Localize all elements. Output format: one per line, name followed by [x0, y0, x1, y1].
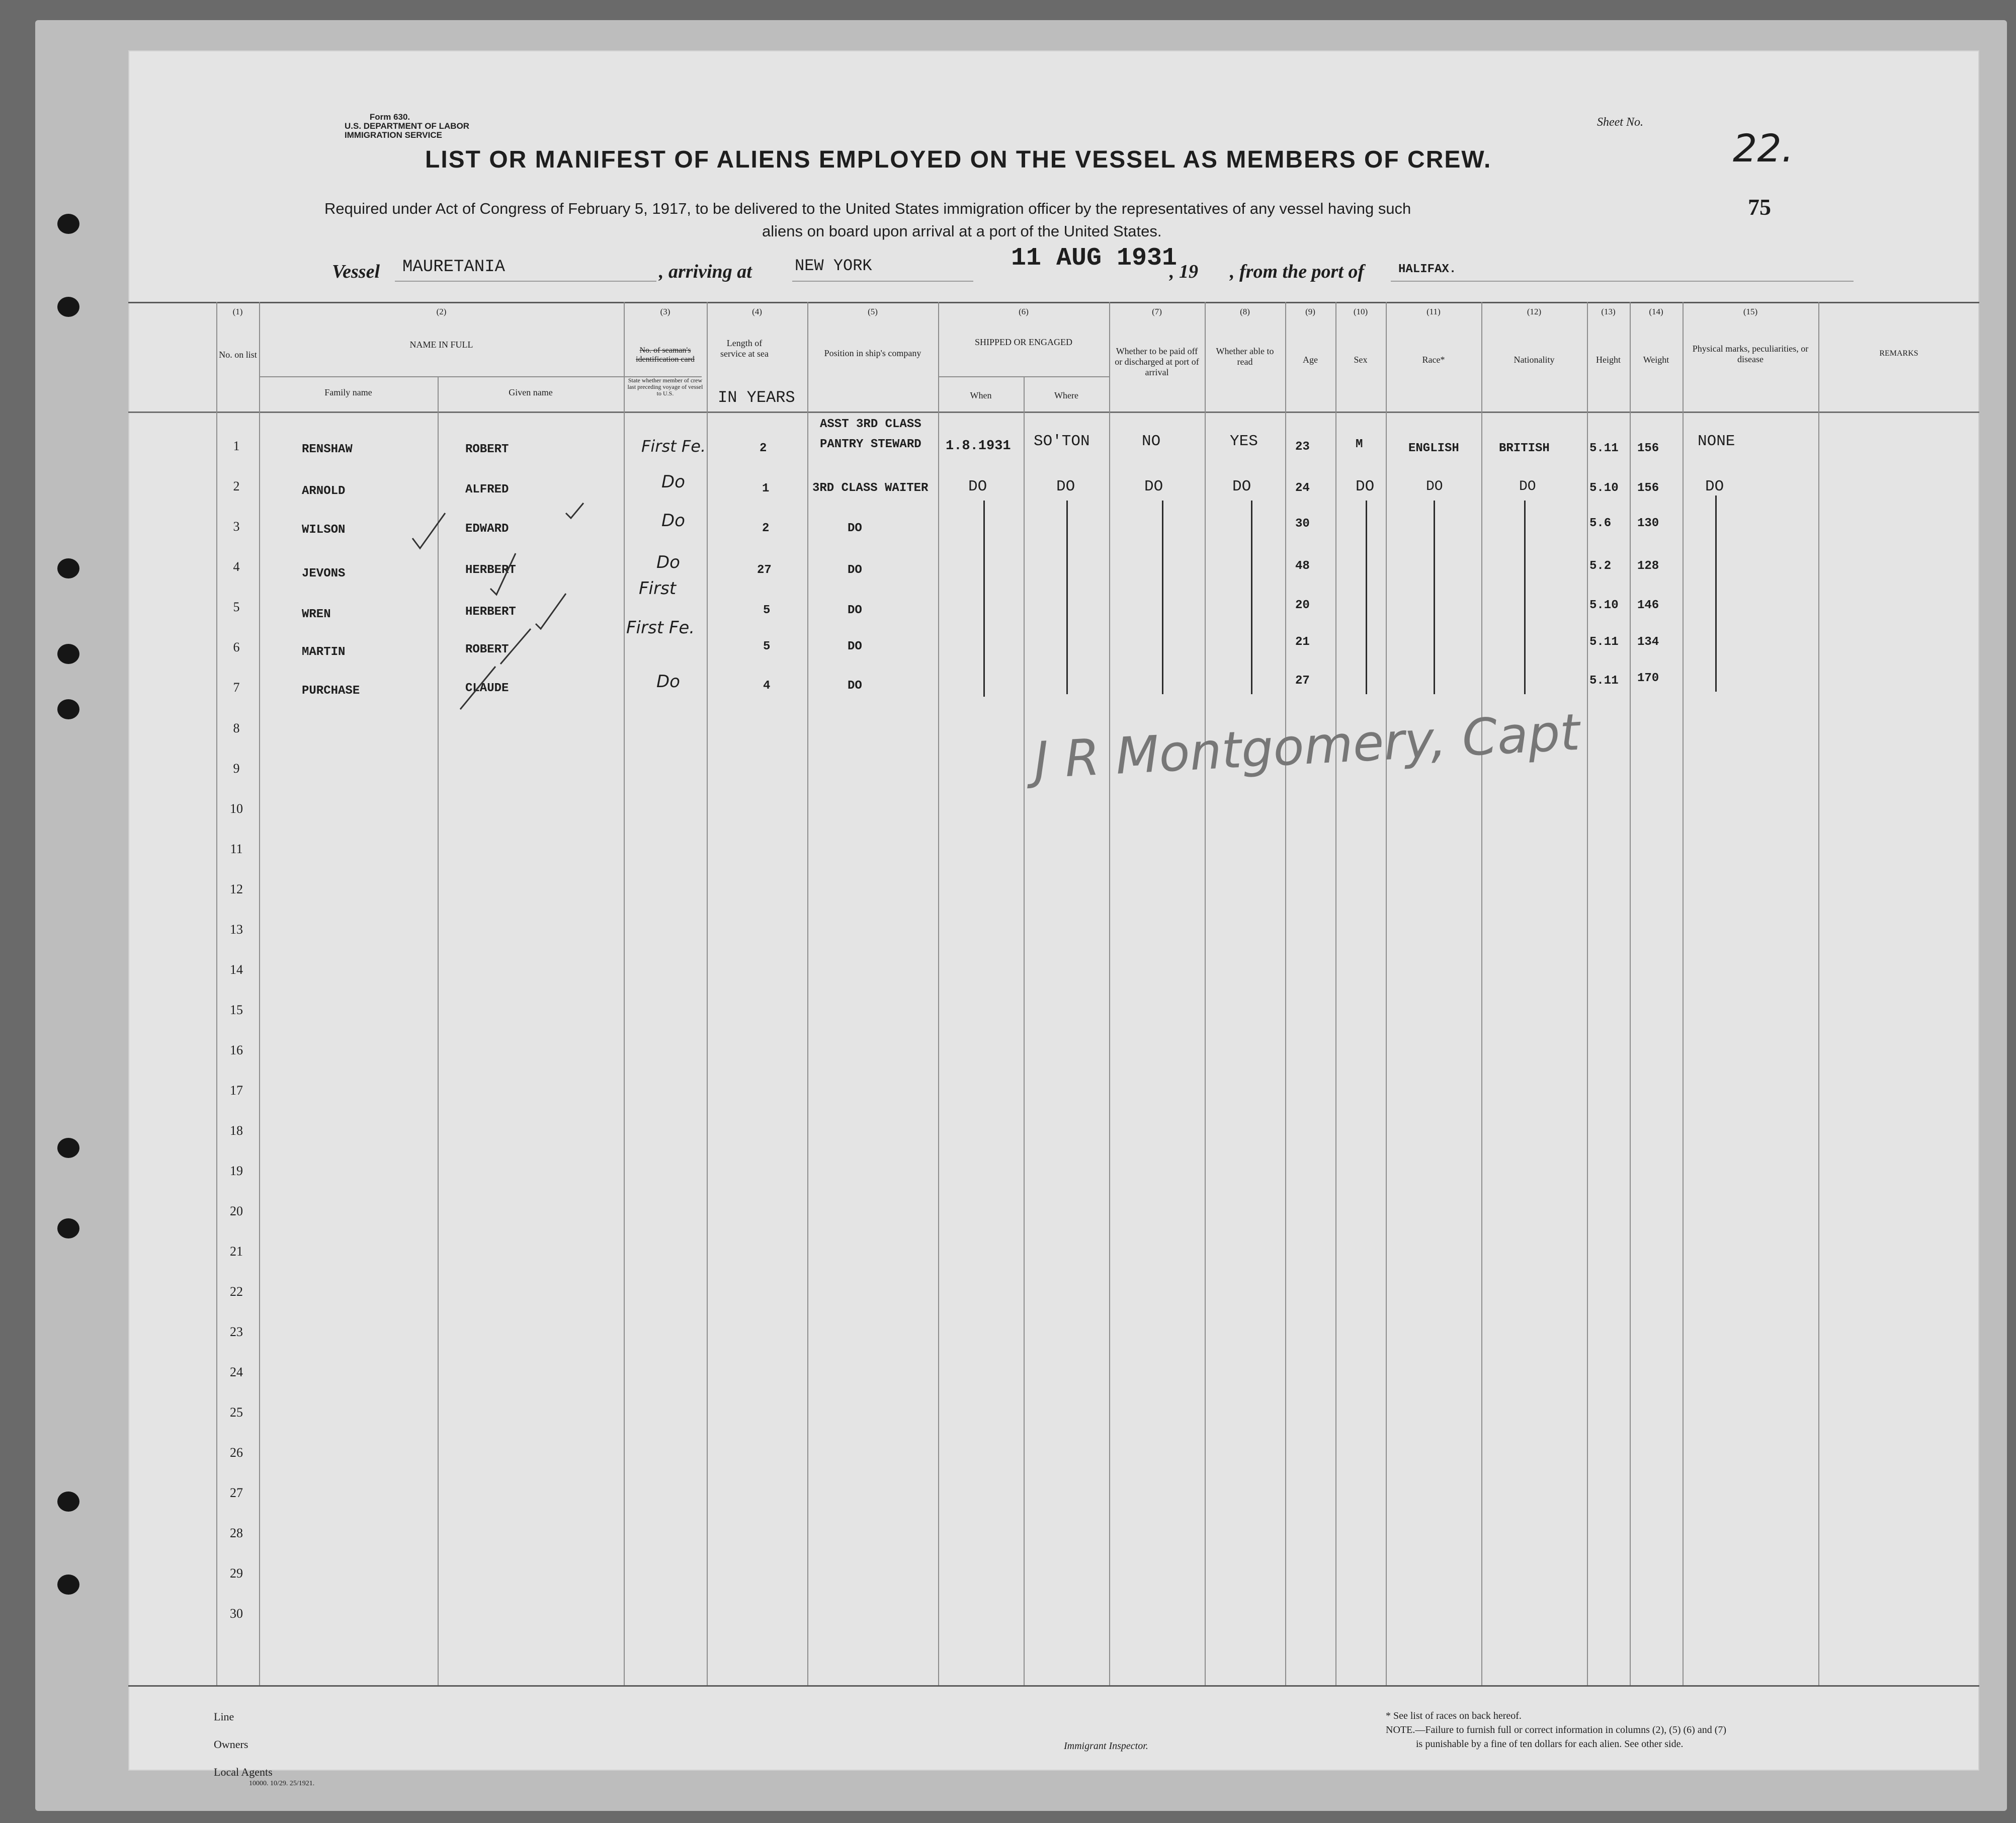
- manifest-sheet: [128, 50, 1979, 1787]
- family-name: MARTIN: [302, 645, 346, 659]
- from-port: HALIFAX.: [1398, 263, 1457, 276]
- header-nationality: Nationality: [1514, 355, 1555, 365]
- row-number: 4: [233, 559, 240, 574]
- shipped-where: SO'TON: [1034, 433, 1090, 450]
- row-number: 24: [230, 1365, 243, 1379]
- sheet-label: Sheet No.: [1597, 116, 1643, 129]
- binder-hole: [57, 1138, 79, 1158]
- ditto-line: [1251, 501, 1252, 694]
- row-number: 19: [230, 1164, 243, 1178]
- binder-hole: [57, 297, 79, 317]
- row-number: 3: [233, 519, 240, 534]
- form-header: [345, 112, 470, 140]
- service-years: 5: [763, 604, 771, 617]
- table-top-rule: [128, 302, 1979, 303]
- footer-owners-label: Owners: [214, 1738, 248, 1751]
- previous-voyage: Do: [656, 672, 680, 692]
- column-number: (9): [1305, 307, 1315, 316]
- position: DO: [848, 640, 862, 653]
- col-rule: [938, 302, 939, 1685]
- family-name: WREN: [302, 608, 331, 621]
- row-number: 2: [233, 479, 240, 493]
- given-name: HERBERT: [465, 605, 516, 619]
- row-number: 23: [230, 1324, 243, 1339]
- weight: 130: [1637, 517, 1659, 530]
- column-number: (13): [1601, 307, 1616, 316]
- age: 27: [1295, 674, 1310, 688]
- row-number: 26: [230, 1445, 243, 1460]
- sex: M: [1356, 438, 1363, 451]
- column-number: (15): [1743, 307, 1758, 316]
- header-paid-off: Whether to be paid off or discharged at port of arrival: [1115, 346, 1199, 377]
- vessel-underline: [395, 281, 656, 282]
- ditto-line: [1434, 501, 1435, 694]
- penalty-note-2: is punishable by a fine of ten dollars for each alien. See other side.: [1416, 1738, 1684, 1750]
- header-family-name: Family name: [324, 387, 372, 397]
- length-unit-stamp: IN YEARS: [718, 388, 795, 407]
- header-position: Position in ship's company: [824, 348, 921, 358]
- row-number: 29: [230, 1566, 243, 1581]
- row-number: 20: [230, 1204, 243, 1218]
- previous-voyage: Do: [661, 511, 685, 531]
- row-number: 30: [230, 1606, 243, 1621]
- position: 3RD CLASS WAITER: [812, 481, 929, 495]
- col-rule: [216, 302, 217, 1685]
- row-number: 15: [230, 1003, 243, 1017]
- col-rule: [1818, 302, 1819, 1685]
- arriving-label: , arriving at: [659, 261, 752, 282]
- binder-hole: [57, 1575, 79, 1595]
- given-name: ROBERT: [465, 443, 509, 456]
- row-number: 22: [230, 1284, 243, 1299]
- row-number: 16: [230, 1043, 243, 1057]
- header-able-read: Whether able to read: [1216, 346, 1274, 367]
- column-number: (7): [1152, 307, 1162, 316]
- service-name: IMMIGRATION SERVICE: [345, 130, 442, 140]
- row-number: 28: [230, 1526, 243, 1540]
- ditto-line: [1162, 501, 1163, 694]
- from-port-underline: [1391, 281, 1854, 282]
- header-age: Age: [1303, 355, 1318, 365]
- ditto-line: [1715, 495, 1717, 692]
- header-weight: Weight: [1643, 355, 1669, 365]
- column-number: (2): [436, 307, 447, 316]
- nationality: DO: [1519, 479, 1536, 494]
- height: 5.6: [1589, 517, 1612, 530]
- subtitle-line-1: Required under Act of Congress of February 5, 1917, to be delivered to the United States immigration officer by the representatives of any vessel having such: [324, 200, 1411, 217]
- column-number: (8): [1240, 307, 1250, 316]
- sheet-number: 22.: [1733, 126, 1794, 171]
- paid-off: NO: [1142, 433, 1161, 450]
- age: 30: [1295, 517, 1310, 531]
- arrival-date-stamp: 11 AUG 1931: [1011, 244, 1178, 273]
- col-rule: [1481, 302, 1482, 1685]
- shipped-where: DO: [1056, 478, 1075, 495]
- col-rule: [707, 302, 708, 1685]
- header-seaman-id-note: State whether member of crew last preceding voyage of vessel to U.S.: [627, 377, 703, 397]
- row-number: 10: [230, 801, 243, 816]
- row-number: 21: [230, 1244, 243, 1259]
- binder-hole: [57, 214, 79, 234]
- vessel-name: MAURETANIA: [402, 258, 506, 277]
- form-number: Form 630.: [369, 112, 410, 122]
- ditto-line: [983, 501, 985, 697]
- column-number: (14): [1649, 307, 1663, 316]
- family-name: WILSON: [302, 523, 346, 537]
- given-name: HERBERT: [465, 563, 516, 577]
- service-years: 2: [762, 522, 770, 535]
- subtitle-line-2: aliens on board upon arrival at a port of the United States.: [762, 222, 1162, 240]
- header-sex: Sex: [1354, 355, 1368, 365]
- footer-print-code: 10000. 10/29. 25/1921.: [249, 1780, 315, 1787]
- row-number: 27: [230, 1485, 243, 1500]
- given-name: CLAUDE: [465, 682, 509, 695]
- shipped-when: DO: [968, 478, 987, 495]
- row-number: 9: [233, 761, 240, 776]
- check-marks: [390, 463, 702, 714]
- col-rule: [1285, 302, 1286, 1685]
- able-to-read: YES: [1230, 433, 1258, 450]
- family-name: PURCHASE: [302, 684, 360, 698]
- height: 5.10: [1589, 599, 1619, 612]
- col-rule: [1335, 302, 1336, 1685]
- footer-line-label: Line: [214, 1710, 234, 1723]
- previous-voyage: Do: [661, 472, 685, 492]
- height: 5.11: [1589, 674, 1619, 688]
- row-number: 25: [230, 1405, 243, 1420]
- ditto-line: [1066, 501, 1068, 694]
- ditto-line: [1366, 501, 1367, 694]
- header-name-in-full: NAME IN FULL: [409, 340, 473, 350]
- height: 5.10: [1589, 481, 1619, 495]
- col-rule: [1205, 302, 1206, 1685]
- age: 21: [1295, 635, 1310, 649]
- height: 5.11: [1589, 635, 1619, 649]
- header-height: Height: [1596, 355, 1621, 365]
- race: DO: [1426, 479, 1443, 494]
- from-port-label: , from the port of: [1230, 261, 1365, 282]
- column-number: (6): [1019, 307, 1029, 316]
- page-title: LIST OR MANIFEST OF ALIENS EMPLOYED ON THE VESSEL AS MEMBERS OF CREW.: [425, 146, 1492, 173]
- position: DO: [848, 679, 862, 693]
- col-rule: [259, 302, 260, 1685]
- col-rule: [1109, 302, 1110, 1685]
- binder-hole: [57, 699, 79, 719]
- year-label: , 19: [1169, 261, 1198, 282]
- penalty-note-1: NOTE.—Failure to furnish full or correct information in columns (2), (5) (6) and (7): [1386, 1724, 1727, 1735]
- ditto-line: [1524, 501, 1526, 694]
- header-when: When: [970, 390, 992, 400]
- binder-hole: [57, 1491, 79, 1512]
- page-number: 75: [1748, 194, 1771, 220]
- service-years: 5: [763, 640, 771, 653]
- physical-marks: NONE: [1698, 433, 1735, 450]
- column-number: (10): [1353, 307, 1368, 316]
- column-number: (5): [868, 307, 878, 316]
- age: 24: [1295, 481, 1310, 495]
- row-number: 17: [230, 1083, 243, 1098]
- row-number: 7: [233, 680, 240, 695]
- row-number: 6: [233, 640, 240, 654]
- column-number: (3): [660, 307, 670, 316]
- shipped-when: 1.8.1931: [946, 439, 1011, 454]
- nationality: BRITISH: [1499, 442, 1550, 455]
- header-remarks: REMARKS: [1879, 349, 1918, 358]
- position: DO: [848, 522, 862, 535]
- arriving-underline: [792, 281, 973, 282]
- family-name: RENSHAW: [302, 443, 353, 456]
- header-where: Where: [1054, 390, 1078, 400]
- row-number: 18: [230, 1123, 243, 1138]
- family-name: JEVONS: [302, 567, 346, 581]
- position: PANTRY STEWARD: [820, 438, 921, 451]
- header-length-service: Length of service at sea: [720, 338, 769, 359]
- col-rule: [1683, 302, 1684, 1685]
- given-name: ROBERT: [465, 643, 509, 656]
- row-number: 1: [233, 439, 240, 453]
- height: 5.11: [1589, 442, 1619, 455]
- position: DO: [848, 604, 862, 617]
- weight: 156: [1637, 442, 1659, 455]
- header-given-name: Given name: [509, 387, 553, 397]
- row-number: 11: [230, 842, 243, 856]
- arriving-port: NEW YORK: [795, 257, 872, 275]
- header-physical-marks: Physical marks, peculiarities, or disease: [1692, 344, 1809, 364]
- weight: 146: [1637, 599, 1659, 612]
- weight: 170: [1637, 672, 1659, 685]
- able-to-read: DO: [1232, 478, 1251, 495]
- given-name: ALFRED: [465, 483, 509, 496]
- family-name: ARNOLD: [302, 484, 346, 498]
- vessel-label: Vessel: [332, 261, 380, 282]
- sex: DO: [1356, 478, 1375, 495]
- header-no-on-list: No. on list: [219, 350, 257, 360]
- age: 48: [1295, 559, 1310, 573]
- row-number: 8: [233, 721, 240, 735]
- previous-voyage: First Fe.: [641, 437, 706, 456]
- header-shipped: SHIPPED OR ENGAGED: [974, 337, 1072, 347]
- department-name: U.S. DEPARTMENT OF LABOR: [345, 121, 470, 131]
- previous-voyage: Do: [656, 552, 680, 572]
- weight: 128: [1637, 559, 1659, 573]
- col-rule: [1024, 376, 1025, 1685]
- col-rule: [1630, 302, 1631, 1685]
- previous-voyage: First Fe.: [626, 618, 695, 638]
- position: ASST 3RD CLASS: [820, 418, 921, 431]
- column-number: (1): [232, 307, 243, 316]
- weight: 156: [1637, 481, 1659, 495]
- column-number: (11): [1426, 307, 1441, 316]
- footer-agents-label: Local Agents: [214, 1766, 273, 1778]
- column-number: (12): [1527, 307, 1542, 316]
- races-note: * See list of races on back hereof.: [1386, 1710, 1522, 1721]
- inspector-label: Immigrant Inspector.: [1064, 1741, 1148, 1752]
- row-number: 12: [230, 882, 243, 896]
- service-years: 2: [760, 442, 767, 455]
- captain-signature: J R Montgomery, Capt: [1032, 702, 1581, 790]
- table-bottom-rule: [128, 1685, 1979, 1687]
- row-number: 13: [230, 922, 243, 937]
- col-rule: [807, 302, 808, 1685]
- age: 20: [1295, 599, 1310, 612]
- previous-voyage: First: [639, 578, 677, 599]
- weight: 134: [1637, 635, 1659, 649]
- given-name: EDWARD: [465, 522, 509, 536]
- service-years: 4: [763, 679, 771, 693]
- header-race: Race*: [1422, 355, 1445, 365]
- age: 23: [1295, 440, 1310, 454]
- service-years: 27: [757, 563, 772, 577]
- binder-hole: [57, 558, 79, 578]
- height: 5.2: [1589, 559, 1612, 573]
- binder-hole: [57, 1218, 79, 1238]
- row-number: 14: [230, 962, 243, 977]
- binder-hole: [57, 644, 79, 664]
- physical-marks: DO: [1705, 478, 1724, 495]
- col-rule: [1386, 302, 1387, 1685]
- service-years: 1: [762, 482, 770, 495]
- paid-off: DO: [1144, 478, 1163, 495]
- race: ENGLISH: [1408, 442, 1459, 455]
- column-number: (4): [752, 307, 762, 316]
- col-rule: [1587, 302, 1588, 1685]
- position: DO: [848, 563, 862, 577]
- table-header-rule: [128, 411, 1979, 413]
- row-number: 5: [233, 600, 240, 614]
- header-seaman-id-struck: No. of seaman's identification card: [636, 346, 695, 364]
